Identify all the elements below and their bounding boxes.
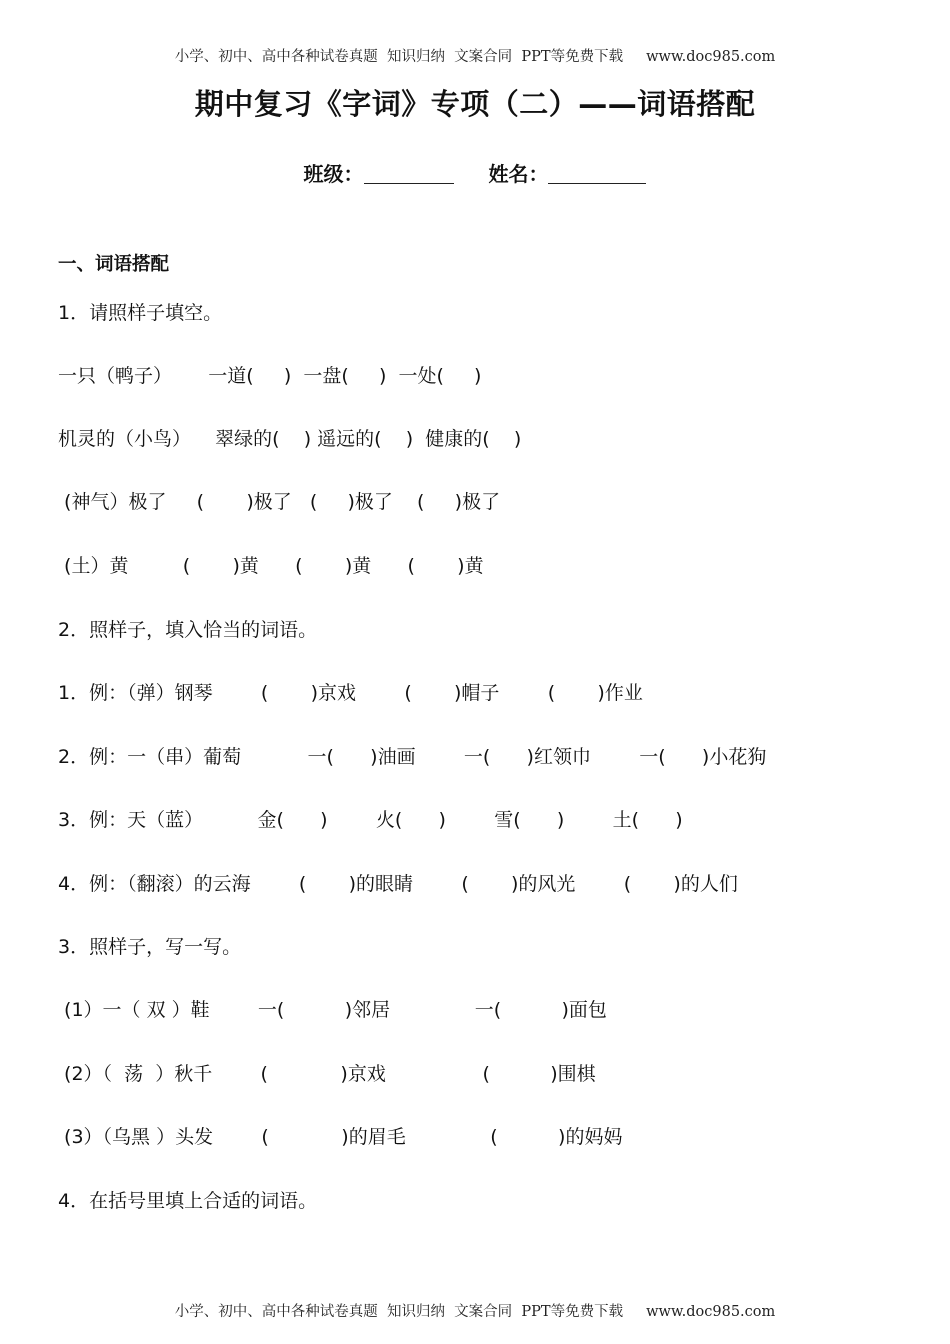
question-line: 4．在括号里填上合适的词语。 xyxy=(58,1190,318,1212)
class-blank xyxy=(364,163,454,184)
question-line: 机灵的（小鸟） 翠绿的( ) 遥远的( ) 健康的( ) xyxy=(58,428,522,450)
name-label: 姓名： xyxy=(488,162,549,186)
name-field xyxy=(488,158,646,187)
question-line: 3．照样子，写一写。 xyxy=(58,936,242,958)
question-line: 1．例：（弹）钢琴 ( )京戏 ( )帽子 ( )作业 xyxy=(58,682,643,704)
question-line: 1．请照样子填空。 xyxy=(58,302,223,324)
name-blank xyxy=(548,163,646,184)
question-line: 2．照样子，填入恰当的词语。 xyxy=(58,619,318,641)
class-name-line xyxy=(0,158,950,187)
section-heading: 一、词语搭配 xyxy=(58,254,170,275)
class-label: 班级： xyxy=(303,162,364,186)
page-footer: 小学、初中、高中各种试卷真题 知识归纳 文案合同 PPT等免费下载 www.doc985.com xyxy=(174,1304,776,1320)
question-line: 一只（鸭子） 一道( ) 一盘( ) 一处( ) xyxy=(58,365,482,387)
question-line: 4．例：（翻滚）的云海 ( )的眼睛 ( )的风光 ( )的人们 xyxy=(58,873,738,895)
question-line: (神气）极了 ( )极了 ( )极了 ( )极了 xyxy=(58,491,501,513)
page-header: 小学、初中、高中各种试卷真题 知识归纳 文案合同 PPT等免费下载 www.doc985.com xyxy=(174,49,776,65)
question-line: (3）（乌黑 ）头发 ( )的眉毛 ( )的妈妈 xyxy=(58,1126,623,1148)
class-field xyxy=(304,158,454,187)
question-line: (1）一（ 双 ）鞋 一( )邻居 一( )面包 xyxy=(58,999,607,1021)
question-line: (土）黄 ( )黄 ( )黄 ( )黄 xyxy=(58,555,484,577)
question-line: 3．例：天（蓝） 金( ) 火( ) 雪( ) 土( ) xyxy=(58,809,683,831)
question-line: (2）（ 荡 ）秋千 ( )京戏 ( )围棋 xyxy=(58,1063,596,1085)
question-line: 2．例：一（串）葡萄 一( )油画 一( )红领巾 一( )小花狗 xyxy=(58,746,767,768)
document-title: 期中复习《字词》专项（二）——词语搭配 xyxy=(194,87,756,121)
